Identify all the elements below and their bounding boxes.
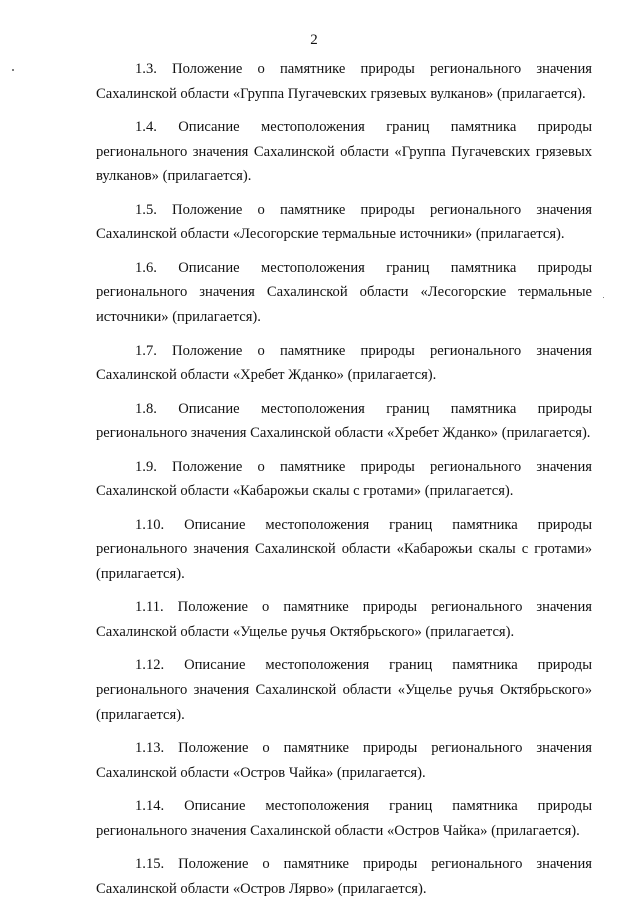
clause-1-12: 1.12. Описание местоположения границ памятника природы регионального значения Сахалинской области «Ущелье ручья Октябрьского» (прилагается).	[96, 657, 592, 723]
clause-1-13: 1.13. Положение о памятнике природы регионального значения Сахалинской области «Остров Чайка» (прилагается).	[96, 740, 592, 781]
clause-1-11: 1.11. Положение о памятнике природы регионального значения Сахалинской области «Ущелье ручья Октябрьского» (прилагается).	[96, 599, 592, 640]
clause-1-14: 1.14. Описание местоположения границ памятника природы регионального значения Сахалинской области «Остров Чайка» (прилагается).	[96, 798, 592, 839]
scan-speck	[12, 69, 14, 71]
clause-1-6: 1.6. Описание местоположения границ памятника природы регионального значения Сахалинской области «Лесогорские термальные источники» (прилагается).	[96, 259, 592, 326]
clause-list	[96, 57, 592, 910]
clause-1-9: 1.9. Положение о памятнике природы регионального значения Сахалинской области «Кабарожьи скалы с гротами» (прилагается).	[96, 458, 592, 500]
clause-1-8: 1.8. Описание местоположения границ памятника природы регионального значения Сахалинской области «Хребет Жданко» (прилагается).	[96, 400, 592, 442]
clause-1-4: 1.4. Описание местоположения границ памятника природы регионального значения Сахалинской области «Группа Пугачевских грязевых вулканов» (прилагается).	[96, 119, 592, 185]
clause-1-3: 1.3. Положение о памятнике природы регионального значения Сахалинской области «Группа Пугачевских грязевых вулканов» (прилагается).	[96, 61, 592, 102]
clause-1-7: 1.7. Положение о памятнике природы регионального значения Сахалинской области «Хребет Жданко» (прилагается).	[96, 342, 592, 384]
clause-1-10: 1.10. Описание местоположения границ памятника природы регионального значения Сахалинской области «Кабарожьи скалы с гротами» (прилагается).	[96, 516, 592, 582]
clause-1-15: 1.15. Положение о памятнике природы регионального значения Сахалинской области «Остров Лярво» (прилагается).	[96, 856, 592, 897]
scan-speck	[603, 297, 604, 298]
page-number: 2	[310, 32, 318, 48]
clause-1-5: 1.5. Положение о памятнике природы регионального значения Сахалинской области «Лесогорские термальные источники» (прилагается).	[96, 201, 592, 243]
